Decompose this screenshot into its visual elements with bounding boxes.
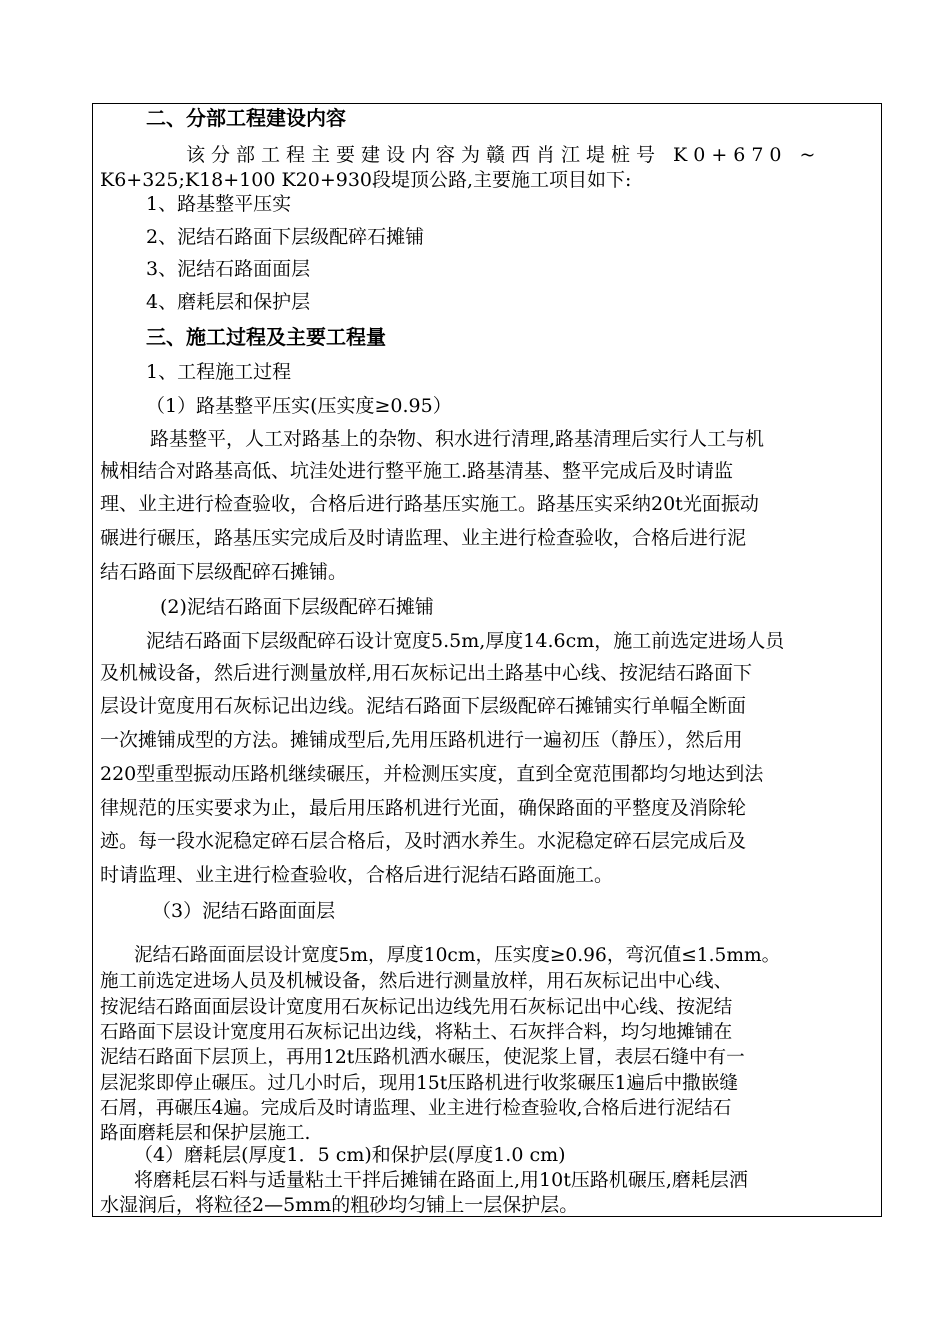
step2-line: 律规范的压实要求为止，最后用压路机进行光面，确保路面的平整度及消除轮 [100, 797, 747, 819]
step1-line: 械相结合对路基高低、坑洼处进行整平施工.路基清基、整平完成后及时请监 [100, 460, 734, 482]
step3-line: 路面磨耗层和保护层施工. [100, 1123, 311, 1144]
section2-item-4: 4、磨耗层和保护层 [146, 291, 311, 313]
step2-title: (2)泥结石路面下层级配碎石摊铺 [160, 596, 434, 618]
step4-title: （4）磨耗层(厚度1．5 cm)和保护层(厚度1.0 cm) [134, 1144, 566, 1166]
step3-line: 石屑，再碾压4遍。完成后及时请监理、业主进行检查验收,合格后进行泥结石 [100, 1098, 732, 1119]
step3-line: 层泥浆即停止碾压。过几小时后，现用15t压路机进行收浆碾压1遍后中撒嵌缝 [100, 1073, 738, 1094]
step2-line: 220型重型振动压路机继续碾压，并检测压实度，直到全宽范围都均匀地达到法 [100, 763, 764, 785]
step3-line: 按泥结石路面面层设计宽度用石灰标记出边线先用石灰标记出中心线、按泥结 [100, 997, 733, 1018]
section2-intro-line2: K6+325;K18+100 K20+930段堤顶公路,主要施工项目如下: [100, 169, 632, 191]
step3-line: 泥结石路面下层顶上，再用12t压路机洒水碾压，使泥浆上冒，表层石缝中有一 [100, 1047, 745, 1068]
step1-line: 结石路面下层级配碎石摊铺。 [100, 561, 348, 583]
step2-line: 迹。每一段水泥稳定碎石层合格后，及时洒水养生。水泥稳定碎石层完成后及 [100, 830, 747, 852]
section3-heading: 三、施工过程及主要工程量 [146, 325, 386, 349]
step1-line: 碾进行碾压，路基压实完成后及时请监理、业主进行检查验收，合格后进行泥 [100, 527, 747, 549]
step1-line: 路基整平，人工对路基上的杂物、积水进行清理,路基清理后实行人工与机 [150, 428, 765, 450]
section2-item-2: 2、泥结石路面下层级配碎石摊铺 [146, 226, 425, 248]
step4-line: 将磨耗层石料与适量粘土干拌后摊铺在路面上,用10t压路机碾压,磨耗层洒 [134, 1169, 748, 1191]
step2-line: 及机械设备，然后进行测量放样,用石灰标记出土路基中心线、按泥结石路面下 [100, 662, 753, 684]
step1-line: 理、业主进行检查验收，合格后进行路基压实施工。路基压实采纳20t光面振动 [100, 493, 759, 515]
step4-line: 水湿润后，将粒径2—5mm的粗砂均匀铺上一层保护层。 [100, 1194, 579, 1216]
section2-item-1: 1、路基整平压实 [146, 193, 292, 215]
section2-intro-line1: 该分部工程主要建设内容为赣西肖江堤桩号 K0+670 ~ [186, 144, 822, 166]
step3-line: 泥结石路面面层设计宽度5m，厚度10cm，压实度≥0.96，弯沉值≤1.5mm。 [134, 945, 781, 966]
step2-line: 时请监理、业主进行检查验收，合格后进行泥结石路面施工。 [100, 864, 614, 886]
section2-heading: 二、分部工程建设内容 [146, 106, 346, 130]
step3-line: 石路面下层设计宽度用石灰标记出边线，将粘土、石灰拌合料，均匀地摊铺在 [100, 1022, 733, 1043]
step2-line: 层设计宽度用石灰标记出边线。泥结石路面下层级配碎石摊铺实行单幅全断面 [100, 695, 747, 717]
step2-line: 泥结石路面下层级配碎石设计宽度5.5m,厚度14.6cm，施工前选定进场人员 [146, 630, 785, 652]
section3-subheading: 1、工程施工过程 [146, 361, 292, 383]
step3-title: （3）泥结石路面面层 [152, 900, 336, 922]
section2-item-3: 3、泥结石路面面层 [146, 258, 311, 280]
step2-line: 一次摊铺成型的方法。摊铺成型后,先用压路机进行一遍初压（静压），然后用 [100, 729, 743, 751]
step3-line: 施工前选定进场人员及机械设备，然后进行测量放样，用石灰标记出中心线、 [100, 971, 733, 992]
step1-title: （1）路基整平压实(压实度≥0.95） [146, 395, 452, 417]
